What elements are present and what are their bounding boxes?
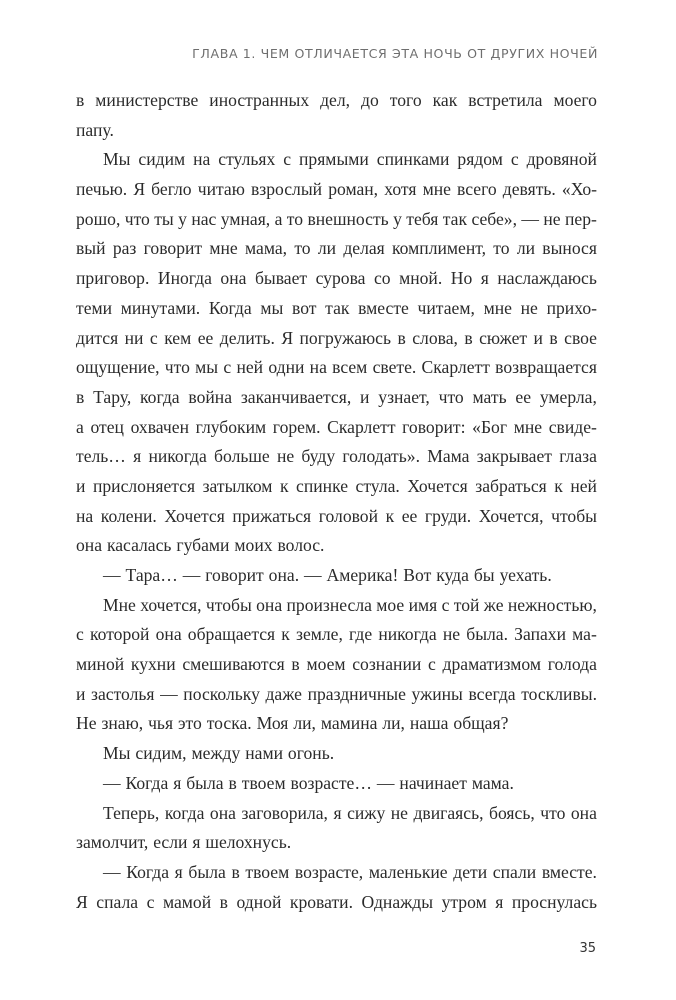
text-line: вый раз говорит мне мама, то ли делая комплимент, то ли вынося: [76, 238, 597, 259]
text-line: Мы сидим на стульях с прямыми спинками рядом с дровяной: [103, 149, 597, 170]
text-line: с которой она обращается к земле, где никогда не была. Запахи ма-: [76, 624, 597, 645]
text-line: рошо, что ты у нас умная, а то внешность у тебя так себе», — не пер-: [76, 208, 597, 229]
page-number: 35: [579, 941, 596, 956]
text-line: Не знаю, чья это тоска. Моя ли, мамина ли, наша общая?: [76, 713, 509, 734]
text-line: миной кухни смешиваются в моем сознании с драматизмом голода: [76, 654, 597, 675]
text-line: на колени. Хочется прижаться головой к ее груди. Хочется, чтобы: [76, 505, 597, 526]
body-text: [76, 86, 597, 917]
text-line: — Когда я была в твоем возрасте, маленькие дети спали вместе.: [103, 861, 597, 882]
text-line: теми минутами. Когда мы вот так вместе читаем, мне не прихо-: [76, 297, 597, 318]
text-line: а отец охвачен глубоким горем. Скарлетт говорит: «Бог мне свиде-: [76, 416, 597, 437]
text-line: и прислоняется затылком к спинке стула. Хочется забраться к ней: [76, 475, 597, 496]
text-line: в министерстве иностранных дел, до того как встретила моего: [76, 90, 597, 110]
text-line: дится ни с кем ее делить. Я погружаюсь в слова, в сюжет и в свое: [76, 327, 597, 348]
text-line: Мне хочется, чтобы она произнесла мое имя с той же нежностью,: [103, 594, 597, 615]
text-line: Мы сидим, между нами огонь.: [103, 743, 335, 764]
text-line: она касалась губами моих волос.: [76, 535, 325, 556]
text-line: тель… я никогда больше не буду голодать». Мама закрывает глаза: [76, 446, 597, 467]
text-line: в Тару, когда война заканчивается, и узнает, что мать ее умерла,: [76, 386, 597, 407]
running-head: ГЛАВА 1. ЧЕМ ОТЛИЧАЕТСЯ ЭТА НОЧЬ ОТ ДРУГИХ НОЧЕЙ: [192, 46, 598, 61]
text-line: Я спала с мамой в одной кровати. Однажды утром я проснулась: [76, 891, 597, 912]
text-line: приговор. Иногда она бывает сурова со мной. Но я наслаждаюсь: [76, 268, 597, 289]
text-line: — Когда я была в твоем возрасте… — начинает мама.: [103, 772, 514, 793]
text-line: — Тара… — говорит она. — Америка! Вот куда бы уехать.: [103, 565, 552, 585]
text-line: ощущение, что мы с ней одни на всем свете. Скарлетт возвращается: [76, 357, 597, 378]
text-line: и застолья — поскольку даже праздничные ужины всегда тоскливы.: [76, 683, 597, 704]
text-line: папу.: [76, 119, 114, 140]
text-line: Теперь, когда она заговорила, я сижу не двигаясь, боясь, что она: [103, 802, 597, 823]
text-line: печью. Я бегло читаю взрослый роман, хотя мне всего девять. «Хо-: [76, 179, 597, 200]
text-line: замолчит, если я шелохнусь.: [76, 832, 292, 853]
